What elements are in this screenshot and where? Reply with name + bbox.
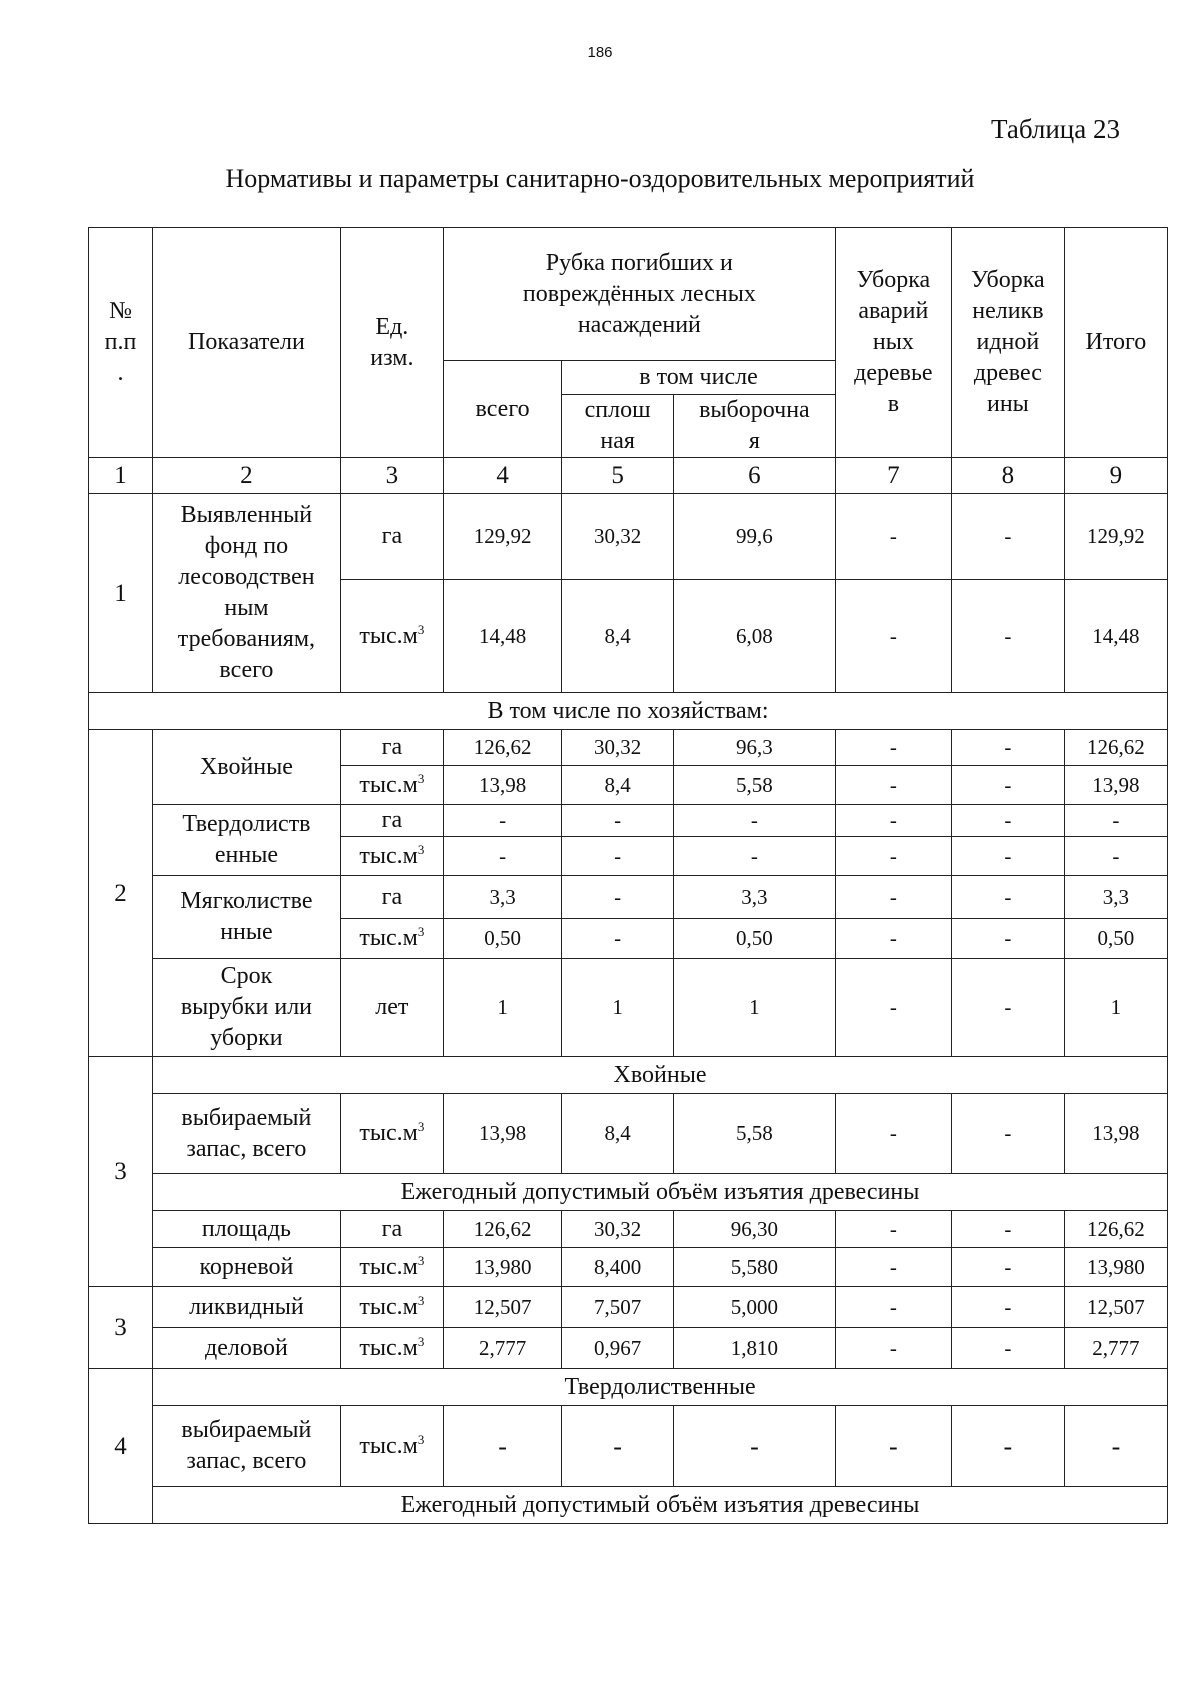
value-cell: 126,62 <box>443 730 561 766</box>
table-row <box>89 1211 1168 1248</box>
table-row <box>89 1406 1168 1487</box>
value-cell: 30,32 <box>562 1211 674 1248</box>
value-cell: 2,777 <box>443 1328 561 1369</box>
value-cell: 12,507 <box>1064 1287 1167 1328</box>
unit-cell: га <box>340 730 443 766</box>
value-cell: 1,810 <box>674 1328 836 1369</box>
value-cell: 129,92 <box>443 494 561 580</box>
unit-cell: $тыс.м^3$ <box>340 1328 443 1369</box>
header-incl: в том числе <box>562 361 836 395</box>
unit-cell: $тыс.м^3$ <box>340 837 443 876</box>
unit-cell: лет <box>340 959 443 1057</box>
table-row <box>89 1369 1168 1406</box>
row-number: 3 <box>89 1287 153 1369</box>
value-cell: 8,4 <box>562 580 674 693</box>
header-unit: Ед. изм. <box>340 228 443 458</box>
column-number: 8 <box>951 458 1064 494</box>
unit-cell: га <box>340 1211 443 1248</box>
value-cell: 13,980 <box>443 1248 561 1287</box>
value-cell: - <box>562 837 674 876</box>
unit-cell: га <box>340 876 443 919</box>
unit-cell: $тыс.м^3$ <box>340 1287 443 1328</box>
value-cell: - <box>835 730 951 766</box>
value-cell: 13,98 <box>443 766 561 805</box>
unit-cell: $тыс.м^3$ <box>340 1406 443 1487</box>
table-row <box>89 1174 1168 1211</box>
value-cell: - <box>835 805 951 837</box>
value-cell: - <box>835 1328 951 1369</box>
section-heading: Ежегодный допустимый объём изъятия древесины <box>153 1487 1168 1524</box>
table-row <box>89 876 1168 919</box>
table-label: Таблица 23 <box>991 114 1120 144</box>
header-indicators: Показатели <box>153 228 341 458</box>
value-cell: - <box>835 494 951 580</box>
column-number-row <box>89 458 1168 494</box>
section-heading: Твердолиственные <box>153 1369 1168 1406</box>
value-cell: 129,92 <box>1064 494 1167 580</box>
row-label: Срок вырубки или уборки <box>153 959 341 1057</box>
value-cell: 13,98 <box>1064 1094 1167 1174</box>
value-cell: - <box>951 1406 1064 1487</box>
header-selective: выборочна я <box>674 395 836 458</box>
value-cell: - <box>835 837 951 876</box>
value-cell: 96,30 <box>674 1211 836 1248</box>
table-title: Нормативы и параметры санитарно-оздоровительных мероприятий <box>225 164 975 193</box>
table-row <box>89 959 1168 1057</box>
measures-table <box>88 227 1168 1524</box>
header-row <box>89 228 1168 361</box>
value-cell: - <box>562 1406 674 1487</box>
header-felling: Рубка погибших и повреждённых лесных насаждений <box>443 228 835 361</box>
value-cell: - <box>562 805 674 837</box>
value-cell: 0,50 <box>674 919 836 959</box>
row-label: деловой <box>153 1328 341 1369</box>
value-cell: - <box>951 919 1064 959</box>
value-cell: - <box>951 580 1064 693</box>
row-label: выбираемый запас, всего <box>153 1406 341 1487</box>
value-cell: 12,507 <box>443 1287 561 1328</box>
table-row <box>89 693 1168 730</box>
value-cell: 126,62 <box>1064 730 1167 766</box>
section-heading: Хвойные <box>153 1057 1168 1094</box>
value-cell: - <box>835 919 951 959</box>
column-number: 5 <box>562 458 674 494</box>
value-cell: 0,50 <box>443 919 561 959</box>
value-cell: - <box>1064 805 1167 837</box>
value-cell: 126,62 <box>1064 1211 1167 1248</box>
value-cell: 1 <box>674 959 836 1057</box>
value-cell: - <box>443 837 561 876</box>
row-label: площадь <box>153 1211 341 1248</box>
table-row <box>89 1487 1168 1524</box>
value-cell: 14,48 <box>443 580 561 693</box>
value-cell: - <box>951 494 1064 580</box>
value-cell: - <box>562 876 674 919</box>
unit-cell: $тыс.м^3$ <box>340 919 443 959</box>
value-cell: - <box>835 580 951 693</box>
value-cell: 5,580 <box>674 1248 836 1287</box>
value-cell: - <box>951 1248 1064 1287</box>
value-cell: 0,50 <box>1064 919 1167 959</box>
value-cell: 5,58 <box>674 766 836 805</box>
row-number: 3 <box>89 1057 153 1287</box>
column-number: 9 <box>1064 458 1167 494</box>
value-cell: 30,32 <box>562 494 674 580</box>
value-cell: 7,507 <box>562 1287 674 1328</box>
header-emergency: Уборка аварий ных деревье в <box>835 228 951 458</box>
value-cell: - <box>951 876 1064 919</box>
value-cell: - <box>835 876 951 919</box>
column-number: 4 <box>443 458 561 494</box>
value-cell: 30,32 <box>562 730 674 766</box>
value-cell: 3,3 <box>443 876 561 919</box>
column-number: 6 <box>674 458 836 494</box>
value-cell: 8,4 <box>562 766 674 805</box>
value-cell: - <box>951 1094 1064 1174</box>
table-row <box>89 1248 1168 1287</box>
value-cell: - <box>951 1328 1064 1369</box>
row-label: Выявленный фонд по лесоводствен ным требованиям, всего <box>153 494 341 693</box>
value-cell: 2,777 <box>1064 1328 1167 1369</box>
table-row <box>89 1287 1168 1328</box>
unit-cell: га <box>340 805 443 837</box>
unit-cell: $тыс.м^3$ <box>340 1248 443 1287</box>
value-cell: 1 <box>443 959 561 1057</box>
unit-cell: $тыс.м^3$ <box>340 580 443 693</box>
table-row <box>89 730 1168 766</box>
value-cell: 0,967 <box>562 1328 674 1369</box>
column-number: 1 <box>89 458 153 494</box>
header-clear: сплош ная <box>562 395 674 458</box>
section-heading: В том числе по хозяйствам: <box>89 693 1168 730</box>
value-cell: 3,3 <box>674 876 836 919</box>
value-cell: - <box>835 1211 951 1248</box>
row-label: ликвидный <box>153 1287 341 1328</box>
value-cell: - <box>443 1406 561 1487</box>
value-cell: - <box>835 1287 951 1328</box>
row-label: Хвойные <box>153 730 341 805</box>
value-cell: 1 <box>1064 959 1167 1057</box>
row-number: 1 <box>89 494 153 693</box>
row-number: 2 <box>89 730 153 1057</box>
value-cell: - <box>835 766 951 805</box>
row-label: корневой <box>153 1248 341 1287</box>
unit-cell: $тыс.м^3$ <box>340 766 443 805</box>
header-nonliquid: Уборка неликв идной древес ины <box>951 228 1064 458</box>
value-cell: 3,3 <box>1064 876 1167 919</box>
header-total-all: всего <box>443 361 561 458</box>
value-cell: 5,000 <box>674 1287 836 1328</box>
value-cell: - <box>951 959 1064 1057</box>
value-cell: 13,98 <box>443 1094 561 1174</box>
value-cell: 126,62 <box>443 1211 561 1248</box>
value-cell: - <box>674 805 836 837</box>
table-row <box>89 1057 1168 1094</box>
row-label: Твердолиств енные <box>153 805 341 876</box>
value-cell: 96,3 <box>674 730 836 766</box>
value-cell: 8,4 <box>562 1094 674 1174</box>
unit-cell: га <box>340 494 443 580</box>
column-number: 3 <box>340 458 443 494</box>
row-number: 4 <box>89 1369 153 1524</box>
value-cell: 13,980 <box>1064 1248 1167 1287</box>
column-number: 7 <box>835 458 951 494</box>
column-number: 2 <box>153 458 341 494</box>
value-cell: - <box>1064 1406 1167 1487</box>
value-cell: - <box>674 837 836 876</box>
value-cell: - <box>951 730 1064 766</box>
value-cell: - <box>443 805 561 837</box>
value-cell: - <box>835 1406 951 1487</box>
value-cell: 13,98 <box>1064 766 1167 805</box>
header-num: № п.п . <box>89 228 153 458</box>
value-cell: - <box>835 1248 951 1287</box>
row-label: выбираемый запас, всего <box>153 1094 341 1174</box>
table-row <box>89 1094 1168 1174</box>
value-cell: - <box>674 1406 836 1487</box>
value-cell: - <box>835 1094 951 1174</box>
value-cell: - <box>951 766 1064 805</box>
value-cell: 6,08 <box>674 580 836 693</box>
row-label: Мягколистве нные <box>153 876 341 959</box>
value-cell: - <box>835 959 951 1057</box>
table-row <box>89 805 1168 837</box>
value-cell: 1 <box>562 959 674 1057</box>
value-cell: 5,58 <box>674 1094 836 1174</box>
value-cell: - <box>562 919 674 959</box>
table-row <box>89 494 1168 580</box>
header-itogo: Итого <box>1064 228 1167 458</box>
value-cell: - <box>1064 837 1167 876</box>
value-cell: - <box>951 837 1064 876</box>
value-cell: 14,48 <box>1064 580 1167 693</box>
value-cell: - <box>951 805 1064 837</box>
table-row <box>89 1328 1168 1369</box>
page-number: 186 <box>587 44 613 61</box>
value-cell: - <box>951 1287 1064 1328</box>
section-heading: Ежегодный допустимый объём изъятия древесины <box>153 1174 1168 1211</box>
unit-cell: $тыс.м^3$ <box>340 1094 443 1174</box>
value-cell: 99,6 <box>674 494 836 580</box>
value-cell: 8,400 <box>562 1248 674 1287</box>
value-cell: - <box>951 1211 1064 1248</box>
